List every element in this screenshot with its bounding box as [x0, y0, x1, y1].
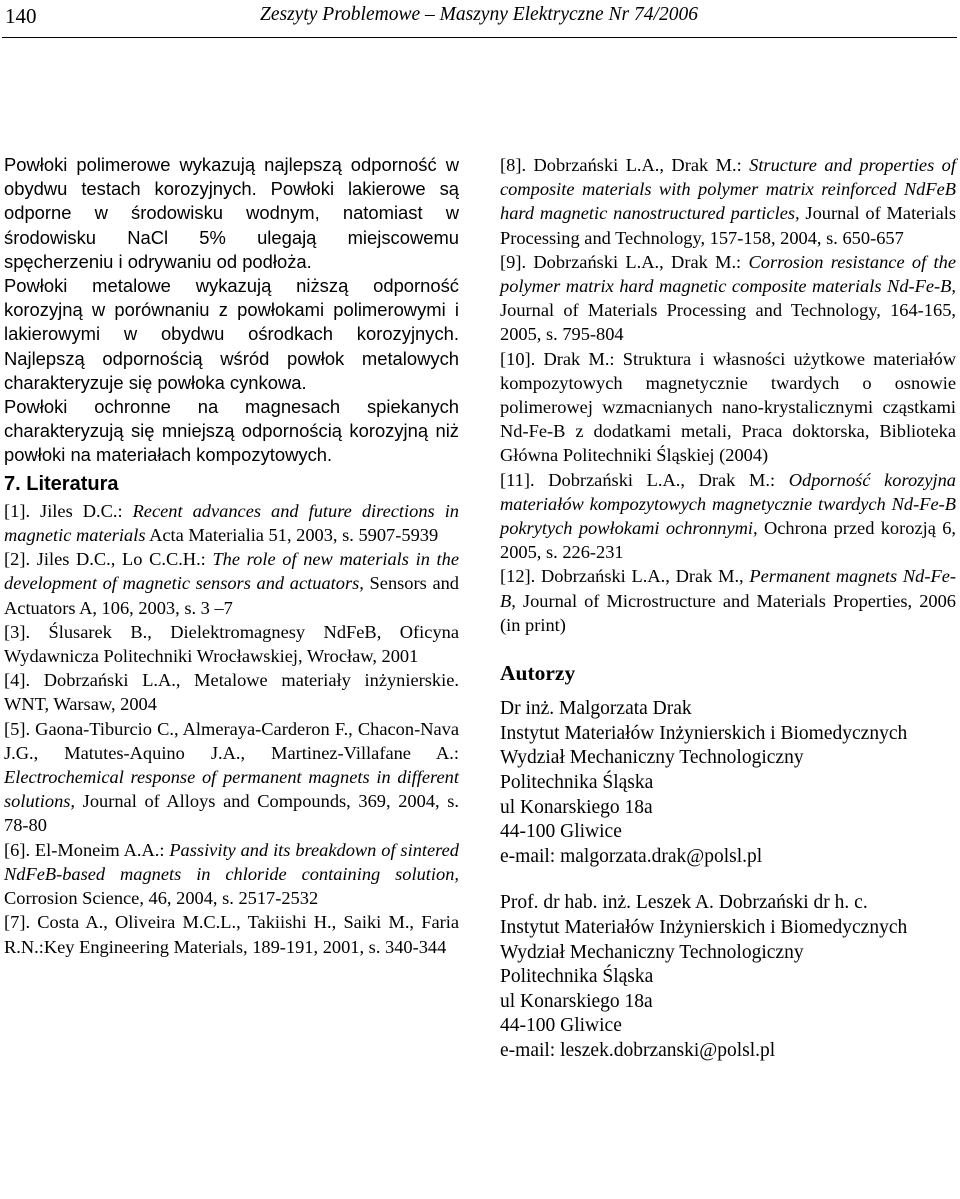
reference-title: Electrochemical response of permanent magnets in different solutions, [4, 767, 459, 812]
reference-item [4, 499, 459, 547]
reference-authors: Jiles D.C.: [30, 500, 133, 521]
reference-authors: Drak M.: Struktura i własności użytkowe materiałów kompozytowych magnetycznie twardych o osnowie polimerowej wzmacnianych nano-krystalicznymi cząstkami Nd-Fe-B z dodatkami metali, Praca doktorska, Biblioteka Główna Politechniki Śląskiej (2004) [500, 348, 956, 466]
reference-authors: Costa A., Oliveira M.C.L., Takiishi H., Saiki M., Faria R.N.:Key Engineering Materials, 189-191, 2001, s. 340-344 [4, 912, 459, 957]
reference-source: Journal of Materials Processing and Technology, 164-165, 2005, s. 795-804 [500, 300, 956, 345]
reference-source: Corrosion Science, 46, 2004, s. 2517-2532 [4, 888, 319, 909]
reference-number: [5]. [4, 718, 31, 739]
reference-item [500, 250, 956, 347]
section-heading-literatura: 7. Literatura [4, 472, 119, 495]
author-city: 44-100 Gliwice [500, 1015, 622, 1037]
reference-source: Journal of Materials Processing and Technology, 157-158, 2004, s. 650-657 [500, 203, 956, 248]
reference-number: [3]. [4, 621, 31, 642]
authors-heading: Autorzy [500, 661, 576, 686]
reference-number: [10]. [500, 348, 536, 369]
author-university: Politechnika Śląska [500, 966, 654, 988]
reference-source: Sensors and Actuators A, 106, 2003, s. 3 –7 [4, 573, 459, 618]
reference-list-left [4, 499, 459, 959]
conclusion-paragraph-metal: Powłoki metalowe wykazują niższą odporność korozyjną w porównaniu z powłokami polimerowymi i lakierowymi w obydwu ośrodkach korozyjnych. Najlepszą odpornością wśród powłok metalowych charakteryzuje się powłoka cynkowa. [4, 275, 459, 393]
left-column [4, 153, 459, 959]
reference-authors: Dobrzański L.A., Drak M.: [526, 251, 749, 272]
reference-item [4, 910, 459, 958]
reference-number: [9]. [500, 251, 527, 272]
reference-authors: Gaona-Tiburcio C., Almeraya-Carderon F., Chacon-Nava J.G., Matutes-Aquino J.A., Martinez-Villafane A.: [4, 718, 459, 763]
reference-title: Recent advances and future directions in magnetic materials [4, 500, 459, 546]
reference-number: [6]. [4, 839, 31, 860]
reference-item [500, 347, 956, 468]
author-city: 44-100 Gliwice [500, 821, 622, 843]
reference-item [500, 153, 956, 250]
reference-source: Journal of Alloys and Compounds, 369, 2004, s. 78-80 [4, 791, 459, 836]
reference-title: Permanent magnets Nd-Fe-B, [500, 566, 957, 611]
reference-item [4, 838, 459, 911]
author-email: e-mail: leszek.dobrzanski@polsl.pl [500, 1039, 776, 1061]
reference-authors: Ślusarek B., Dielektromagnesy NdFeB, Oficyna Wydawnicza Politechniki Wrocławskiej, Wrocław, 2001 [4, 621, 459, 667]
reference-number: [12]. [500, 566, 536, 587]
reference-title: The role of new materials in the development of magnetic sensors and actuators, [4, 549, 459, 594]
author-faculty: Wydział Mechaniczny Technologiczny [500, 747, 804, 769]
reference-authors: El-Moneim A.A.: [30, 839, 170, 860]
reference-title: Odporność korozyjna materiałów kompozytowych magnetycznie twardych Nd-Fe-B pokrytych powłokami ochronnymi, [500, 469, 956, 539]
author-university: Politechnika Śląska [500, 772, 654, 794]
header-rule [2, 37, 957, 38]
author-block-drak [500, 697, 956, 869]
reference-source: Ochrona przed korozją 6, 2005, s. 226-231 [500, 518, 956, 563]
reference-authors: Dobrzański L.A., Drak M., [535, 566, 750, 587]
reference-number: [8]. [500, 155, 527, 175]
author-street: ul Konarskiego 18a [500, 796, 653, 818]
reference-number: [7]. [4, 912, 31, 933]
reference-source: Journal of Microstructure and Materials Properties, 2006 (in print) [500, 590, 956, 635]
reference-list-right [500, 153, 956, 637]
journal-title: Zeszyty Problemowe – Maszyny Elektryczne Nr 74/2006 [260, 4, 698, 25]
reference-number: [1]. [4, 500, 31, 521]
conclusion-paragraph-polymer: Powłoki polimerowe wykazują najlepszą odporność w obydwu testach korozyjnych. Powłoki lakierowe są odporne w środowisku wodnym, natomiast w środowisku NaCl 5% ulegają miejscowemu spęcherzeniu i odrywaniu od podłoża. [4, 154, 459, 272]
reference-item [4, 547, 459, 620]
reference-number: [4]. [4, 670, 31, 691]
reference-item [4, 668, 459, 716]
page-header [0, 0, 960, 44]
page-number: 140 [5, 4, 37, 28]
reference-number: [11]. [500, 469, 535, 490]
reference-item [500, 564, 956, 637]
reference-source: Acta Materialia 51, 2003, s. 5907-5939 [145, 525, 439, 546]
reference-title: Passivity and its breakdown of sintered NdFeB-based magnets in chloride containing solution, [4, 839, 459, 884]
author-name: Dr inż. Malgorzata Drak [500, 698, 692, 720]
reference-authors: Dobrzański L.A., Metalowe materiały inżynierskie. WNT, Warsaw, 2004 [4, 670, 459, 715]
reference-title: Corrosion resistance of the polymer matrix hard magnetic composite materials Nd-Fe-B, [500, 251, 956, 297]
author-email: e-mail: malgorzata.drak@polsl.pl [500, 845, 763, 867]
author-name: Prof. dr hab. inż. Leszek A. Dobrzański dr h. c. [500, 892, 868, 914]
author-street: ul Konarskiego 18a [500, 990, 653, 1012]
conclusion-paragraph-sintered: Powłoki ochronne na magnesach spiekanych charakteryzują się mniejszą odpornością korozyjną niż powłoki na materiałach kompozytowych. [4, 396, 459, 466]
reference-item [4, 717, 459, 838]
author-institute: Instytut Materiałów Inżynierskich i Biomedycznych [500, 722, 908, 744]
right-column [500, 153, 956, 1064]
reference-authors: Dobrzański L.A., Drak M.: [534, 469, 789, 490]
reference-number: [2]. [4, 549, 31, 570]
author-institute: Instytut Materiałów Inżynierskich i Biomedycznych Wydział Mechaniczny Technologiczny [500, 917, 908, 963]
reference-title: Structure and properties of composite materials with polymer matrix reinforced NdFeB hard magnetic nanostructured particles, [500, 155, 956, 224]
reference-authors: Dobrzański L.A., Drak M.: [526, 155, 750, 175]
reference-item [4, 620, 459, 668]
author-block-dobrzanski [500, 891, 956, 1063]
reference-authors: Jiles D.C., Lo C.C.H.: [30, 549, 213, 570]
reference-item [500, 468, 956, 565]
